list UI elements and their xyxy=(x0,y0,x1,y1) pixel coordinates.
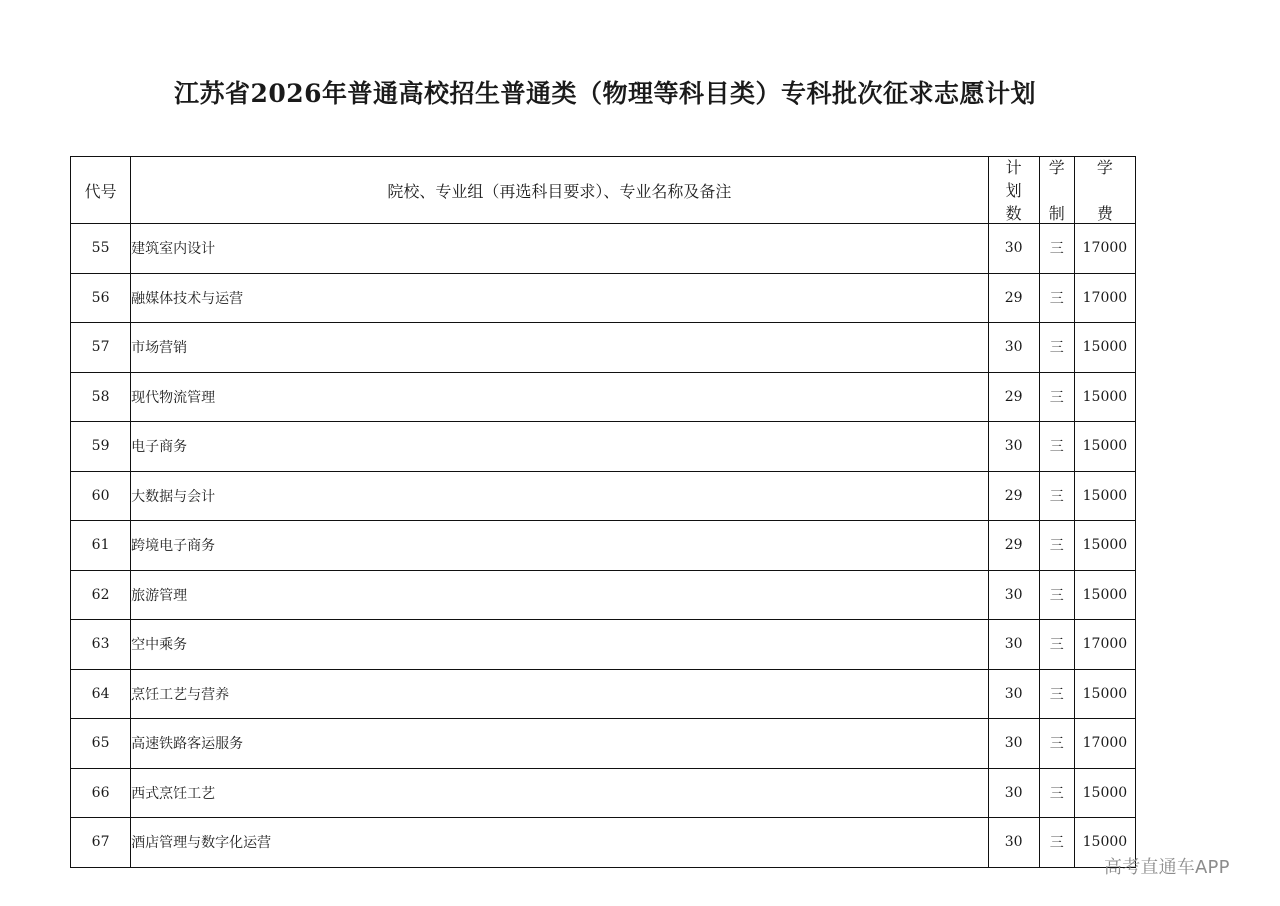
header-system xyxy=(1039,157,1074,224)
row-plan-count: 29 xyxy=(988,372,1039,422)
row-tuition: 17000 xyxy=(1074,620,1135,670)
table-header xyxy=(71,157,1136,224)
table-row xyxy=(71,719,1136,769)
table-row xyxy=(71,620,1136,670)
row-major-name: 空中乘务 xyxy=(131,620,988,670)
header-fee xyxy=(1074,157,1135,224)
row-plan-count: 30 xyxy=(988,224,1039,274)
header-plan-char: 数 xyxy=(1005,204,1022,223)
row-major-name: 市场营销 xyxy=(131,323,988,373)
row-major-name: 西式烹饪工艺 xyxy=(131,768,988,818)
row-study-years: 三 xyxy=(1039,323,1074,373)
table-row xyxy=(71,471,1136,521)
row-tuition: 17000 xyxy=(1074,273,1135,323)
row-major-name: 融媒体技术与运营 xyxy=(131,273,988,323)
row-plan-count: 29 xyxy=(988,273,1039,323)
row-plan-count: 29 xyxy=(988,471,1039,521)
watermark: 高考直通车APP xyxy=(1104,857,1230,878)
row-code: 59 xyxy=(71,422,131,472)
row-code: 65 xyxy=(71,719,131,769)
page-title: 江苏省2026年普通高校招生普通类（物理等科目类）专科批次征求志愿计划 xyxy=(173,79,1037,108)
row-code: 61 xyxy=(71,521,131,571)
header-plan-char: 计 xyxy=(1005,158,1022,177)
row-plan-count: 30 xyxy=(988,669,1039,719)
row-plan-count: 30 xyxy=(988,422,1039,472)
row-plan-count: 29 xyxy=(988,521,1039,571)
row-study-years: 三 xyxy=(1039,669,1074,719)
enrollment-plan-table xyxy=(70,156,1136,868)
table-row xyxy=(71,422,1136,472)
header-code: 代号 xyxy=(71,157,131,224)
row-study-years: 三 xyxy=(1039,768,1074,818)
row-study-years: 三 xyxy=(1039,471,1074,521)
row-tuition: 15000 xyxy=(1074,422,1135,472)
row-major-name: 跨境电子商务 xyxy=(131,521,988,571)
row-plan-count: 30 xyxy=(988,323,1039,373)
row-study-years: 三 xyxy=(1039,818,1074,868)
row-tuition: 15000 xyxy=(1074,669,1135,719)
row-study-years: 三 xyxy=(1039,719,1074,769)
row-code: 55 xyxy=(71,224,131,274)
row-code: 62 xyxy=(71,570,131,620)
row-tuition: 15000 xyxy=(1074,471,1135,521)
row-tuition: 15000 xyxy=(1074,372,1135,422)
row-code: 66 xyxy=(71,768,131,818)
row-study-years: 三 xyxy=(1039,422,1074,472)
header-fee-char: 费 xyxy=(1096,204,1113,223)
row-tuition: 17000 xyxy=(1074,719,1135,769)
row-major-name: 大数据与会计 xyxy=(131,471,988,521)
row-tuition: 15000 xyxy=(1074,570,1135,620)
table-row xyxy=(71,768,1136,818)
row-study-years: 三 xyxy=(1039,224,1074,274)
row-major-name: 烹饪工艺与营养 xyxy=(131,669,988,719)
row-major-name: 电子商务 xyxy=(131,422,988,472)
header-name: 院校、专业组（再选科目要求）、专业名称及备注 xyxy=(131,157,988,224)
row-major-name: 高速铁路客运服务 xyxy=(131,719,988,769)
table-row xyxy=(71,818,1136,868)
row-code: 63 xyxy=(71,620,131,670)
header-plan xyxy=(988,157,1039,224)
row-study-years: 三 xyxy=(1039,570,1074,620)
row-major-name: 旅游管理 xyxy=(131,570,988,620)
row-major-name: 现代物流管理 xyxy=(131,372,988,422)
row-plan-count: 30 xyxy=(988,570,1039,620)
row-study-years: 三 xyxy=(1039,521,1074,571)
row-tuition: 17000 xyxy=(1074,224,1135,274)
row-code: 57 xyxy=(71,323,131,373)
row-study-years: 三 xyxy=(1039,273,1074,323)
row-code: 58 xyxy=(71,372,131,422)
row-major-name: 酒店管理与数字化运营 xyxy=(131,818,988,868)
table-row xyxy=(71,669,1136,719)
row-tuition: 15000 xyxy=(1074,768,1135,818)
row-tuition: 15000 xyxy=(1074,521,1135,571)
row-study-years: 三 xyxy=(1039,620,1074,670)
row-plan-count: 30 xyxy=(988,719,1039,769)
row-code: 67 xyxy=(71,818,131,868)
table-row xyxy=(71,224,1136,274)
table-row xyxy=(71,372,1136,422)
row-study-years: 三 xyxy=(1039,372,1074,422)
row-major-name: 建筑室内设计 xyxy=(131,224,988,274)
table-row xyxy=(71,273,1136,323)
row-code: 56 xyxy=(71,273,131,323)
row-code: 64 xyxy=(71,669,131,719)
row-plan-count: 30 xyxy=(988,768,1039,818)
row-tuition: 15000 xyxy=(1074,818,1135,868)
table-row xyxy=(71,323,1136,373)
row-plan-count: 30 xyxy=(988,620,1039,670)
row-code: 60 xyxy=(71,471,131,521)
header-plan-char: 划 xyxy=(1005,181,1022,200)
header-fee-char: 学 xyxy=(1096,158,1113,177)
row-tuition: 15000 xyxy=(1074,323,1135,373)
table-body xyxy=(71,224,1136,868)
table-row xyxy=(71,570,1136,620)
header-system-char: 学 xyxy=(1048,158,1065,177)
table-row xyxy=(71,521,1136,571)
row-plan-count: 30 xyxy=(988,818,1039,868)
header-system-char: 制 xyxy=(1048,204,1065,223)
